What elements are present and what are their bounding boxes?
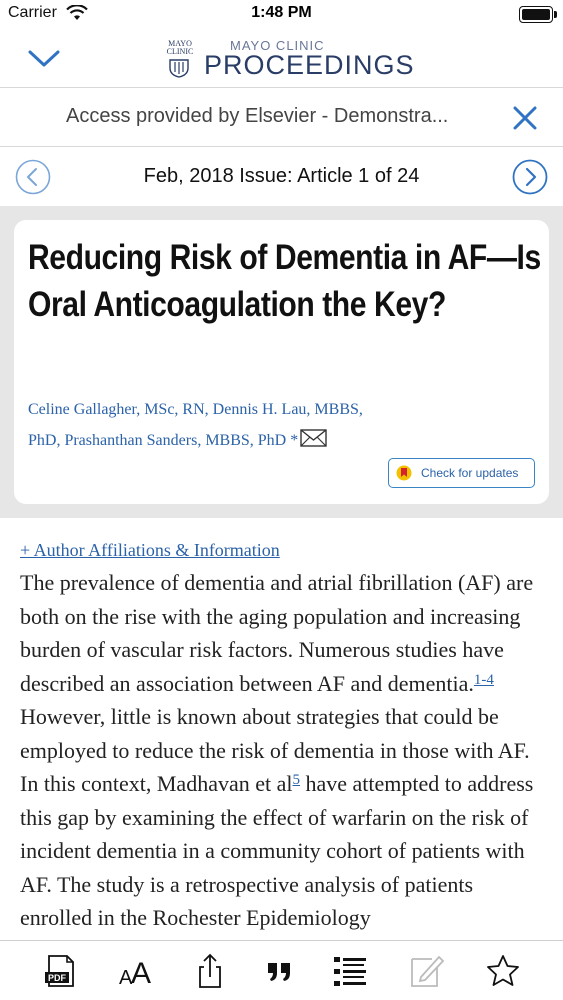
issue-label: Feb, 2018 Issue: Article 1 of 24 — [143, 165, 420, 187]
body-paragraph — [20, 566, 550, 935]
logo-small-text: MAYO CLINIC — [230, 38, 325, 53]
battery-icon — [519, 6, 553, 23]
edit-icon[interactable] — [407, 953, 447, 989]
reference-link-1-4[interactable]: 1-4 — [473, 671, 494, 688]
chevron-down-icon[interactable] — [26, 44, 62, 72]
article-body — [0, 518, 563, 940]
pdf-icon[interactable] — [40, 953, 80, 989]
author-names[interactable]: Celine Gallagher, MSc, RN, Dennis H. Lau, MBBS, PhD, Prashanthan Sanders, MBBS, PhD — [28, 401, 363, 449]
font-size-large-glyph: A — [131, 957, 152, 990]
article-header-card — [14, 220, 549, 504]
status-bar — [0, 0, 563, 30]
reference-link-5[interactable]: 5 — [292, 772, 300, 788]
battery-cap — [554, 11, 557, 18]
envelope-icon[interactable] — [300, 429, 327, 447]
pdf-label: PDF — [48, 973, 66, 983]
paragraph-text-2: However, little is known about strategies that could be employed to reduce the risk of dementia in those with AF. In this context, Madhavan et al — [20, 704, 530, 796]
quote-icon[interactable] — [260, 953, 300, 989]
check-for-updates-label: Check for updates — [421, 466, 519, 480]
paragraph-text-1: The prevalence of dementia and atrial fibrillation (AF) are both on the rise with the aging population and increasing burden of vascular risk factors. Numerous studies have described an association between AF and dementia. — [20, 570, 534, 696]
author-affiliations-link[interactable]: + Author Affiliations & Information — [20, 540, 280, 560]
access-banner — [0, 89, 563, 147]
carrier-label: Carrier — [8, 4, 57, 21]
paragraph-text-3: have attempted to address this gap by examining the effect of warfarin on the risk of incident dementia in a community cohort of patients with AF. The study is a retrospective analysis of patients enrolled in the Rochester Epidemiology — [20, 771, 534, 930]
chevron-right-circle-icon[interactable] — [512, 159, 548, 195]
star-icon[interactable] — [483, 953, 523, 989]
clock: 1:48 PM — [251, 4, 312, 21]
font-size-small-glyph: A — [119, 967, 133, 989]
article-title: Reducing Risk of Dementia in AF—Is Oral Anticoagulation the Key? — [28, 238, 541, 324]
check-for-updates-button[interactable] — [388, 458, 535, 488]
share-icon[interactable] — [190, 953, 230, 989]
access-text: Access provided by Elsevier - Demonstra... — [66, 105, 449, 127]
logo-proceedings-text: PROCEEDINGS — [204, 50, 415, 80]
title-region — [0, 206, 563, 518]
logo-clinic-text: MAYO CLINIC — [166, 39, 194, 56]
journal-logo — [162, 38, 415, 82]
close-icon[interactable] — [510, 103, 540, 133]
app-header — [0, 30, 563, 88]
corresponding-marker: * — [290, 432, 299, 449]
shield-logo-icon — [168, 58, 190, 78]
bottom-toolbar — [0, 940, 563, 1000]
font-size-icon[interactable] — [117, 953, 157, 989]
crossmark-icon — [396, 465, 412, 481]
issue-navigation — [0, 148, 563, 206]
list-icon[interactable] — [330, 953, 370, 989]
author-list[interactable] — [28, 394, 368, 456]
